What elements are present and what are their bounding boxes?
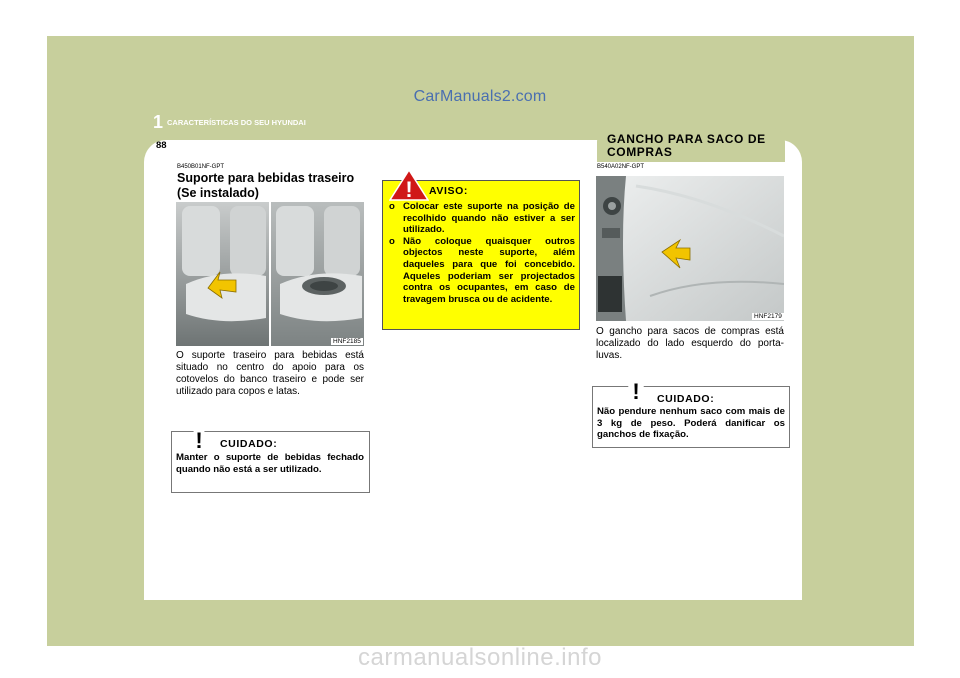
watermark-link[interactable]: CarManuals2.com [413,88,547,105]
caution-box-right [592,379,790,448]
warning-item [389,201,575,236]
warning-list [389,201,575,305]
page-number: 88 [156,140,167,151]
cup-holder-photo [176,202,364,346]
section-code-right: B540A02NF-GPT [597,164,645,170]
shopping-hook-photo [596,176,784,321]
bullet-marker: o [389,235,395,247]
caution-text-right: Não pendure nenhum saco com mais de 3 kg de peso. Poderá danificar os ganchos de fixação. [597,406,785,441]
warning-triangle-icon [389,169,429,201]
chapter-header [153,112,306,133]
body-text-left: O suporte traseiro para bebidas está situado no centro do apoio para os cotovelos do banco traseiro e pode ser utilizado para copos e latas. [176,350,364,397]
caution-triangle-icon [182,422,216,452]
body-text-right: O gancho para sacos de compras está localizado do lado esquerdo do porta-luvas. [596,326,784,361]
footer-watermark[interactable]: carmanualsonline.info [358,644,602,671]
caution-text-left: Manter o suporte de bebidas fechado quando não está a ser utilizado. [176,452,364,475]
warning-box [382,177,580,330]
figure-label-left: HNF2185 [333,338,361,345]
cup-holder-illustration [176,202,364,346]
caution-triangle-icon [619,373,653,403]
caution-title-right: CUIDADO: [657,393,715,405]
heading-rear-cup-holder: Suporte para bebidas traseiro (Se instalado) [177,171,355,200]
caution-title-left: CUIDADO: [220,438,278,450]
svg-text:!: ! [195,428,203,452]
shopping-hook-illustration [596,176,784,321]
chapter-title: CARACTERÍSTICAS DO SEU HYUNDAI [167,118,306,127]
figure-label-right: HNF2179 [754,313,782,320]
warning-title: AVISO: [429,185,468,197]
section-title-shopping-hook: GANCHO PARA SACO DE COMPRAS [607,132,766,159]
warning-item [389,236,575,306]
warning-item-text: Colocar este suporte na posição de recolhido quando não estiver a ser utilizado. [403,201,575,236]
svg-text:!: ! [632,379,640,403]
caution-box-left [171,428,370,493]
chapter-number: 1 [153,112,164,132]
section-code-left: B450B01NF-GPT [177,164,225,170]
warning-item-text: Não coloque quaisquer outros objectos neste suporte, além daqueles para que foi concebido. Aqueles poderiam ser projectados contra os ocupantes, em caso de travagem brusca ou de acidente. [403,235,575,305]
svg-text:!: ! [405,177,413,201]
bullet-marker: o [389,201,395,212]
